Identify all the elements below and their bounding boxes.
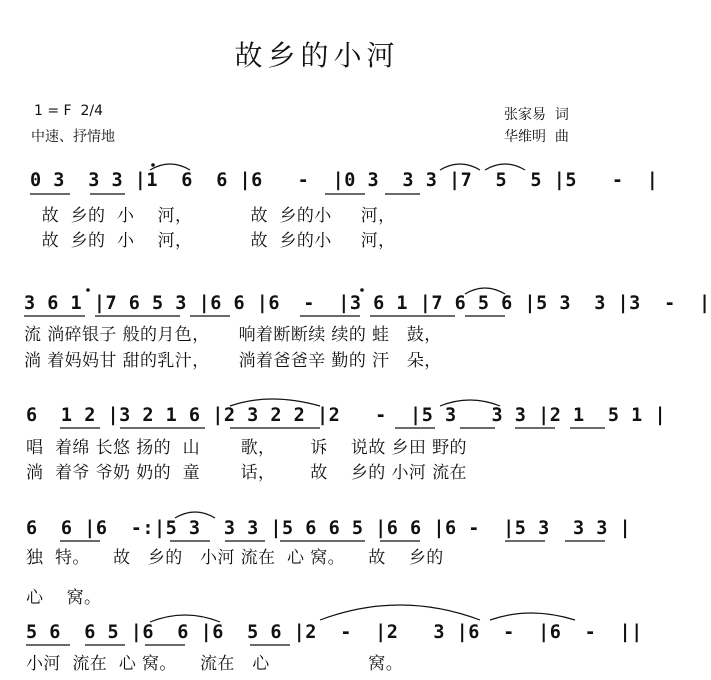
slur	[150, 615, 220, 622]
slur	[320, 605, 480, 620]
octave-dot	[86, 288, 90, 292]
notation-line-5: 5 6 6 5 |6 6 |6 5 6 |2 - |2 3 |6 - |6 - ||	[26, 622, 643, 643]
key-signature: 1 = F 2/4	[34, 103, 104, 119]
notation-line-4: 6 6 |6 -:|5 3 3 3 |5 6 6 5 |6 6 |6 - |5 3 3 3 |	[26, 518, 632, 539]
slur	[175, 512, 215, 518]
lyricist-credit: 张家易 词	[504, 107, 569, 123]
octave-dot	[151, 163, 155, 167]
lyric-line-3-verse-1: 唱 着绵 长悠 扬的 山 歌， 诉 说故 乡田 野的	[26, 438, 467, 458]
composer-credit: 华维明 曲	[504, 129, 569, 145]
slur	[465, 288, 505, 294]
octave-dot	[360, 288, 364, 292]
slur	[490, 613, 575, 620]
notation-line-2: 3 6 1 |7 6 5 3 |6 6 |6 - |3 6 1 |7 6 5 6 |5 3 3 |3 - |	[24, 293, 711, 314]
tempo-marking: 中速、抒情地	[31, 129, 115, 145]
lyric-line-1-verse-1: 故 乡的 小 河， 故 乡的小 河，	[30, 206, 396, 226]
slur	[440, 400, 500, 406]
lyric-line-1-verse-2: 故 乡的 小 河， 故 乡的小 河，	[30, 231, 396, 251]
slur	[485, 164, 525, 170]
lyric-line-4-verse-2: 心 窝。	[26, 588, 102, 608]
lyric-line-2-verse-1: 流 淌碎银子 般的月色， 响着断断续 续的 蛙 鼓，	[24, 325, 442, 345]
notation-line-1: 0 3 3 3 |1 6 6 |6 - |0 3 3 3 |7 5 5 |5 - |	[30, 170, 659, 191]
lyric-line-5-verse-1: 小河 流在 心 窝。 流在 心 窝。	[26, 654, 404, 674]
lyric-line-3-verse-2: 淌 着爷 爷奶 奶的 童 话， 故 乡的 小河 流在	[26, 463, 467, 483]
slur	[230, 399, 320, 406]
slur	[440, 164, 480, 170]
notation-line-3: 6 1 2 |3 2 1 6 |2 3 2 2 |2 - |5 3 3 3 |2 1 5 1 |	[26, 405, 667, 426]
song-title: 故乡的小河	[234, 39, 400, 72]
lyric-line-4-verse-1: 独 特。 故 乡的 小河 流在 心 窝。 故 乡的	[26, 548, 444, 568]
slur	[150, 164, 190, 170]
lyric-line-2-verse-2: 淌 着妈妈甘 甜的乳汁， 淌着爸爸辛 勤的 汗 朵，	[24, 351, 442, 371]
